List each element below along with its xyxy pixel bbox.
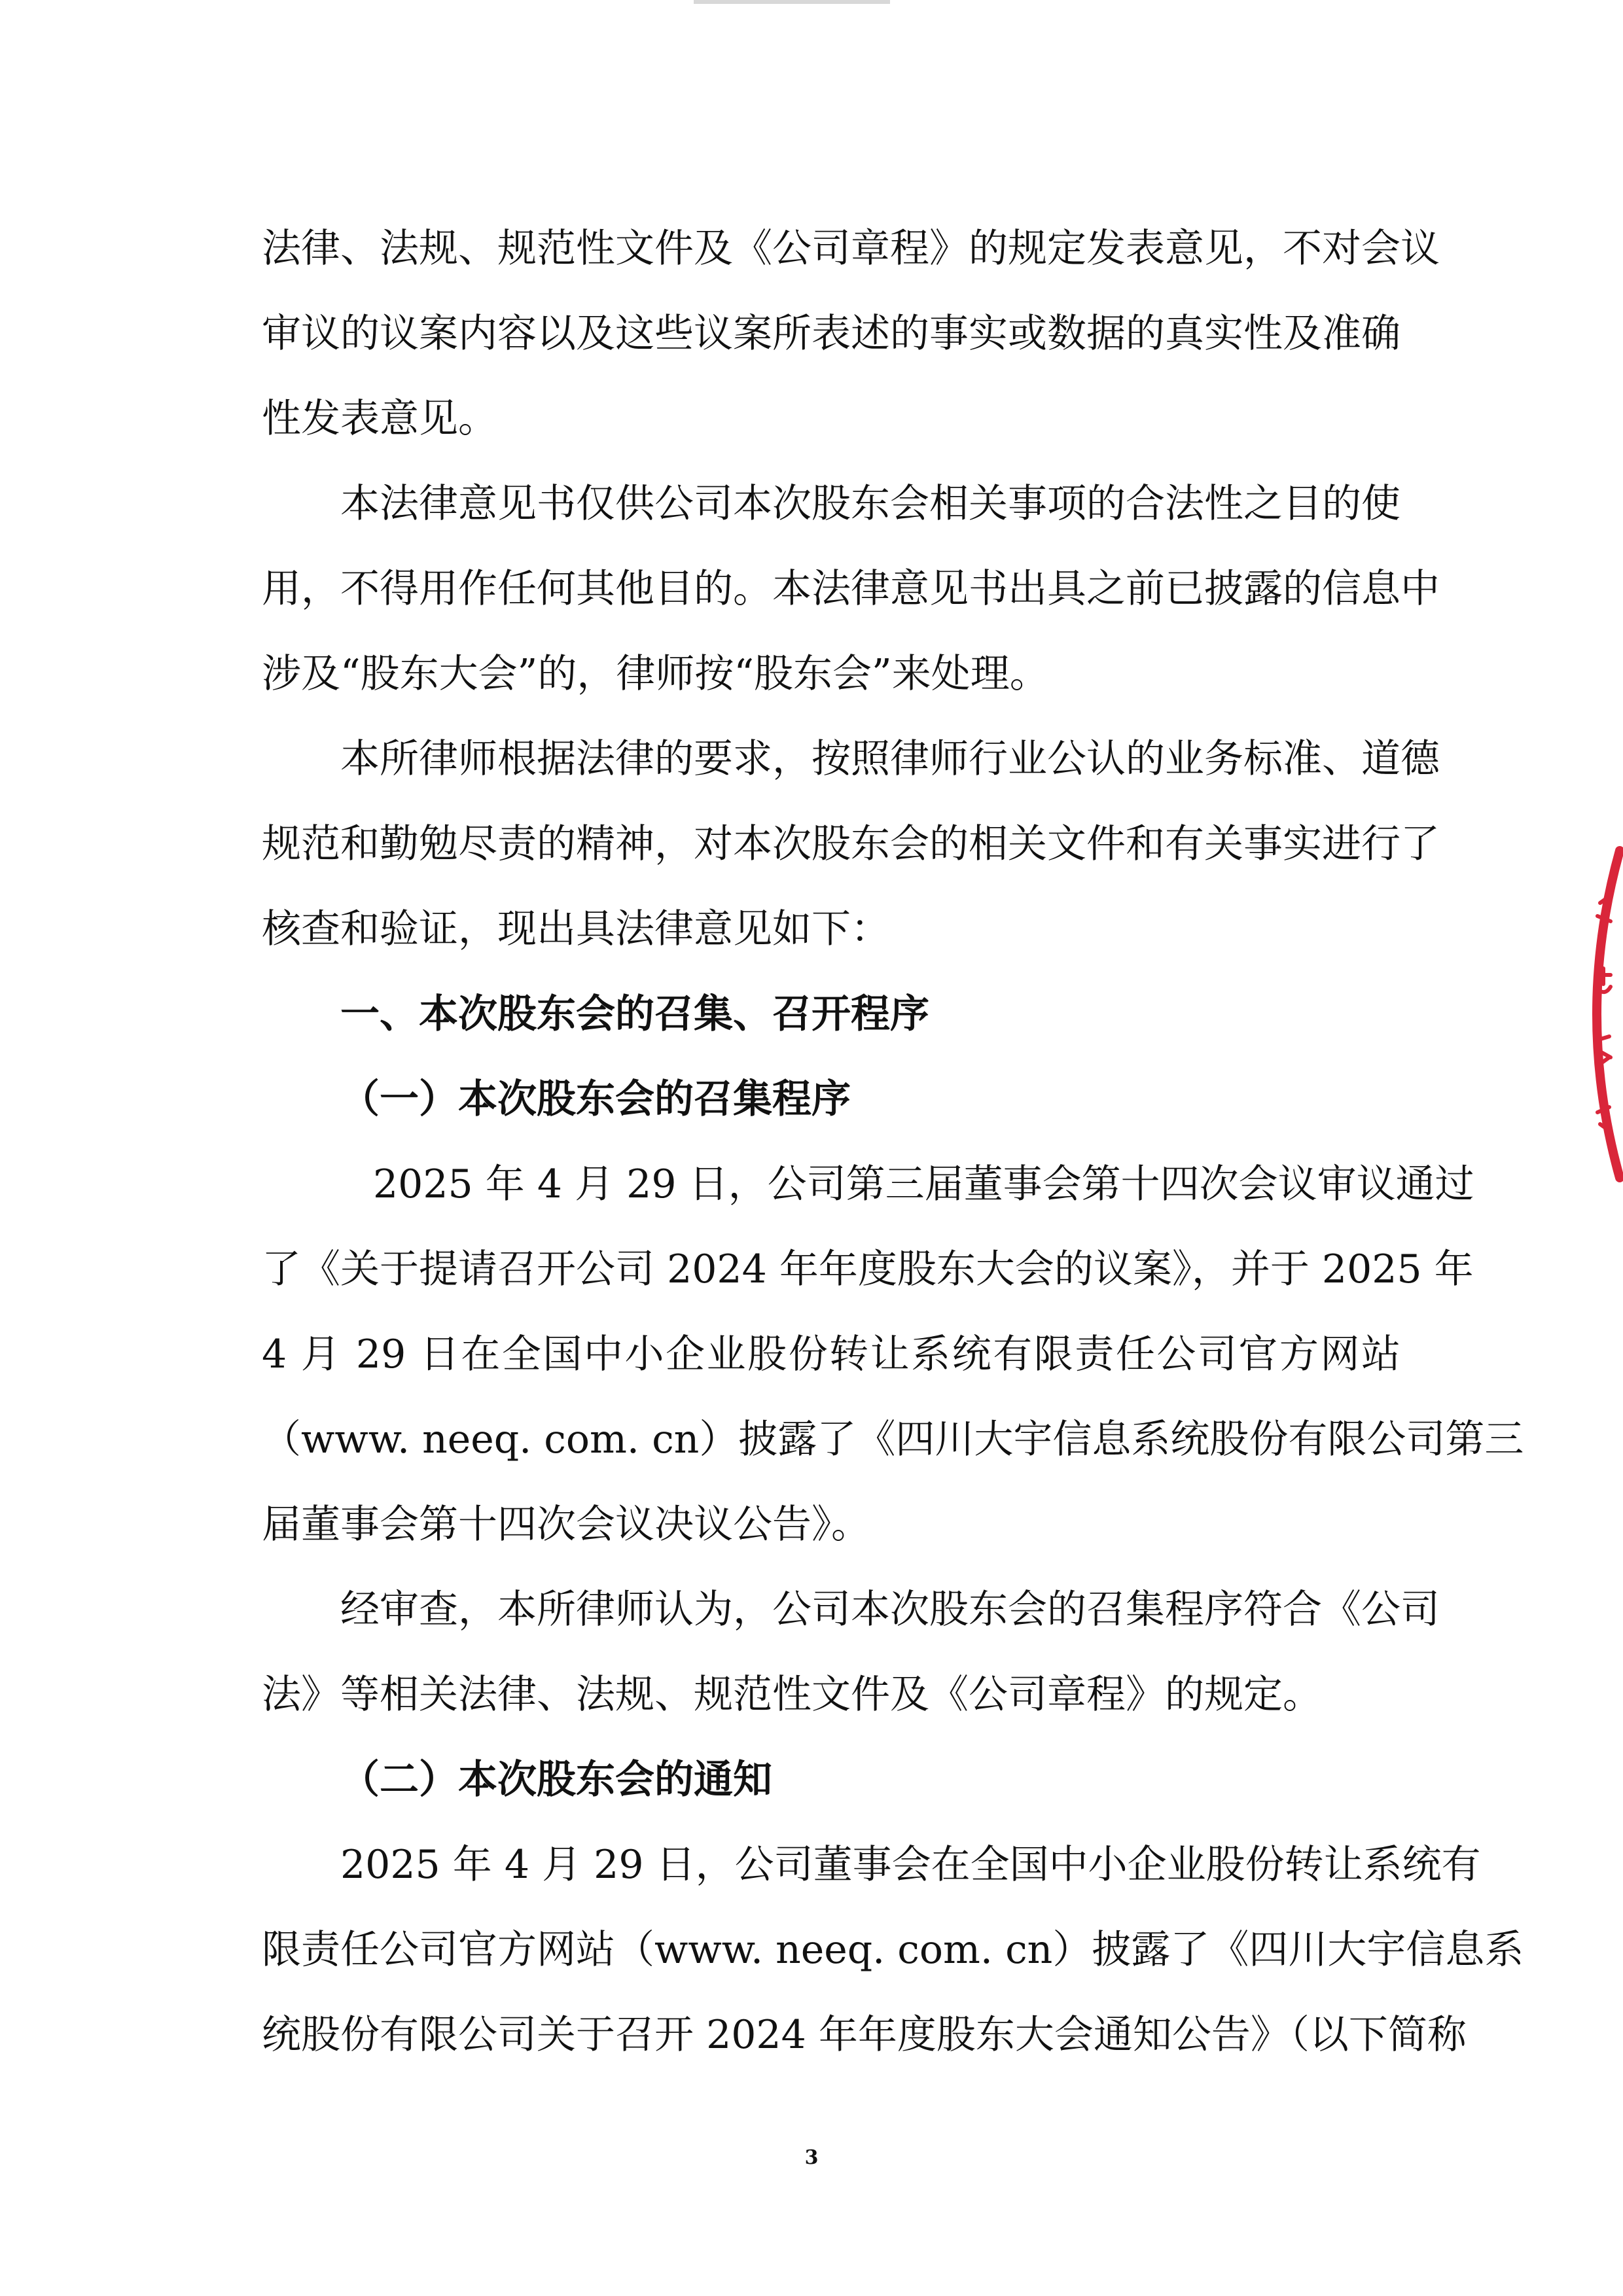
body-line-9: 核查和验证，现出具法律意见如下： (262, 906, 890, 952)
scan-edge-mark (694, 0, 890, 4)
body-line-5: 用，不得用作任何其他目的。本法律意见书出具之前已披露的信息中 (262, 566, 1440, 612)
body-line-16: 法》等相关法律、法规、规范性文件及《公司章程》的规定。 (262, 1672, 1322, 1718)
page-number: 3 (804, 2146, 819, 2169)
body-line-19: 统股份有限公司关于召开 2024 年年度股东大会通知公告》（以下简称 (262, 2012, 1467, 2058)
body-line-7: 本所律师根据法律的要求，按照律师行业公认的业务标准、道德 (340, 736, 1440, 782)
body-line-15: 经审查，本所律师认为，公司本次股东会的召集程序符合《公司 (340, 1587, 1440, 1633)
body-line-17: 2025 年 4 月 29 日，公司董事会在全国中小企业股份转让系统有 (340, 1842, 1481, 1888)
body-line-12: 4 月 29 日在全国中小企业股份转让系统有限责任公司官方网站 (262, 1332, 1400, 1377)
body-line-6: 涉及“股东大会”的，律师按“股东会”来处理。 (262, 651, 1049, 697)
section-heading-1: 一、本次股东会的召集、召开程序 (340, 991, 929, 1037)
body-line-10: 2025 年 4 月 29 日，公司第三届董事会第十四次会议审议通过 (373, 1161, 1474, 1207)
body-line-18: 限责任公司官方网站（www. neeq. com. cn）披露了《四川大宇信息系 (262, 1927, 1524, 1973)
body-line-4: 本法律意见书仅供公司本次股东会相关事项的合法性之目的使 (340, 481, 1400, 527)
body-line-3: 性发表意见。 (262, 396, 497, 442)
body-line-14: 届董事会第十四次会议决议公告》。 (262, 1502, 870, 1547)
subsection-heading-2: （二）本次股东会的通知 (340, 1757, 772, 1803)
body-line-2: 审议的议案内容以及这些议案所表述的事实或数据的真实性及准确 (262, 311, 1400, 357)
body-line-1: 法律、法规、规范性文件及《公司章程》的规定发表意见，不对会议 (262, 226, 1440, 272)
body-line-11: 了《关于提请召开公司 2024 年年度股东大会的议案》，并于 2025 年 (262, 1246, 1474, 1292)
body-line-13: （www. neeq. com. cn）披露了《四川大宇信息系统股份有限公司第三 (262, 1417, 1524, 1462)
red-seal-fragment (1567, 844, 1623, 1184)
subsection-heading-1: （一）本次股东会的召集程序 (340, 1076, 851, 1122)
body-line-8: 规范和勤勉尽责的精神，对本次股东会的相关文件和有关事实进行了 (262, 821, 1440, 867)
